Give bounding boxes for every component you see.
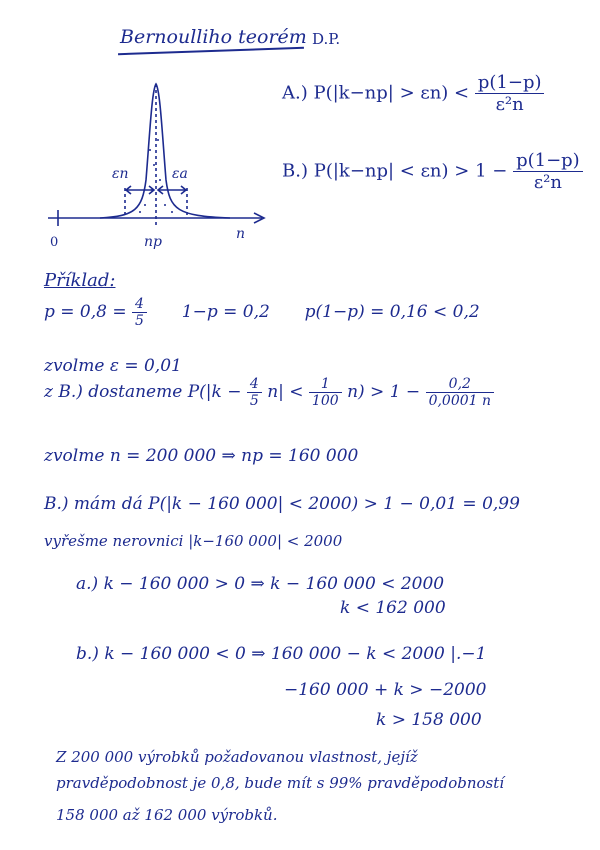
formula-a-fraction — [475, 72, 545, 115]
line3-fraction-3-den: 0,0001 n — [428, 393, 492, 409]
origin-label: 0 — [50, 235, 59, 250]
example-line-7: a.) k − 160 000 > 0 ⇒ k − 160 000 < 2000 — [76, 574, 445, 594]
right-interval-label: εa — [172, 166, 188, 182]
formula-b — [282, 150, 583, 193]
conclusion-line-1: Z 200 000 výrobků požadovanou vlastnost, jejíž — [56, 748, 418, 766]
formula-a-numerator: p(1−p) — [475, 72, 545, 94]
formula-a-lhs: P(|k−np| > εn) < — [313, 82, 470, 104]
axis-label: n — [236, 226, 246, 242]
page-title: Bernoulliho teorém — [120, 26, 307, 48]
line3-fraction-1 — [247, 376, 262, 409]
p-fraction-denominator: 5 — [135, 313, 144, 329]
example-line-10: −160 000 + k > −2000 — [284, 680, 487, 700]
line3-fraction-2-den: 100 — [311, 393, 339, 409]
example-line-11: k > 158 000 — [376, 710, 482, 730]
formula-b-lhs: P(|k−np| < εn) > 1 − — [313, 160, 508, 182]
center-label: np — [144, 234, 162, 250]
left-interval-label: εn — [112, 166, 129, 182]
author-initials: D.P. — [312, 30, 341, 48]
example-line-9: b.) k − 160 000 < 0 ⇒ 160 000 − k < 2000 |.−1 — [76, 644, 487, 664]
formula-a-denominator: ε²n — [495, 94, 524, 115]
line3-part-c: n) > 1 − — [347, 382, 421, 402]
example-line-3 — [44, 376, 494, 409]
formula-b-numerator: p(1−p) — [513, 150, 583, 172]
conclusion-line-2: pravděpodobnost je 0,8, bude mít s 99% pravděpodobností — [56, 774, 505, 792]
line3-fraction-2-num: 1 — [309, 376, 342, 393]
example-line-8: k < 162 000 — [340, 598, 446, 618]
example-line-4: zvolme n = 200 000 ⇒ np = 160 000 — [44, 446, 359, 466]
line3-fraction-2 — [309, 376, 342, 409]
example-line-2: zvolme ε = 0,01 — [44, 356, 182, 376]
p-fraction — [132, 296, 147, 329]
formula-b-fraction — [513, 150, 583, 193]
example-line-1 — [44, 296, 480, 329]
line3-part-b: n| < — [267, 382, 304, 402]
formula-b-denominator: ε²n — [533, 172, 562, 193]
formula-b-label: B.) — [282, 160, 308, 182]
line3-fraction-1-num: 4 — [247, 376, 262, 393]
formula-a — [282, 72, 544, 115]
p-value-text: p = 0,8 = — [44, 302, 127, 322]
line3-fraction-3 — [426, 376, 494, 409]
line3-part-a: z B.) dostaneme P(|k − — [44, 382, 242, 402]
distribution-sketch — [40, 70, 280, 260]
title-underline — [118, 47, 304, 55]
example-heading: Příklad: — [44, 270, 116, 291]
line3-fraction-1-den: 5 — [249, 393, 259, 409]
q-value-text: 1−p = 0,2 — [181, 302, 270, 322]
conclusion-line-3: 158 000 až 162 000 výrobků. — [56, 806, 278, 824]
example-line-6: vyřešme nerovnici |k−160 000| < 2000 — [44, 532, 343, 550]
variance-text: p(1−p) = 0,16 < 0,2 — [304, 302, 480, 322]
p-fraction-numerator: 4 — [132, 296, 147, 313]
density-curve — [100, 84, 230, 218]
formula-a-label: A.) — [282, 82, 308, 104]
line3-fraction-3-num: 0,2 — [426, 376, 494, 393]
example-line-5: B.) mám dá P(|k − 160 000| < 2000) > 1 − 0,01 = 0,99 — [44, 494, 520, 514]
